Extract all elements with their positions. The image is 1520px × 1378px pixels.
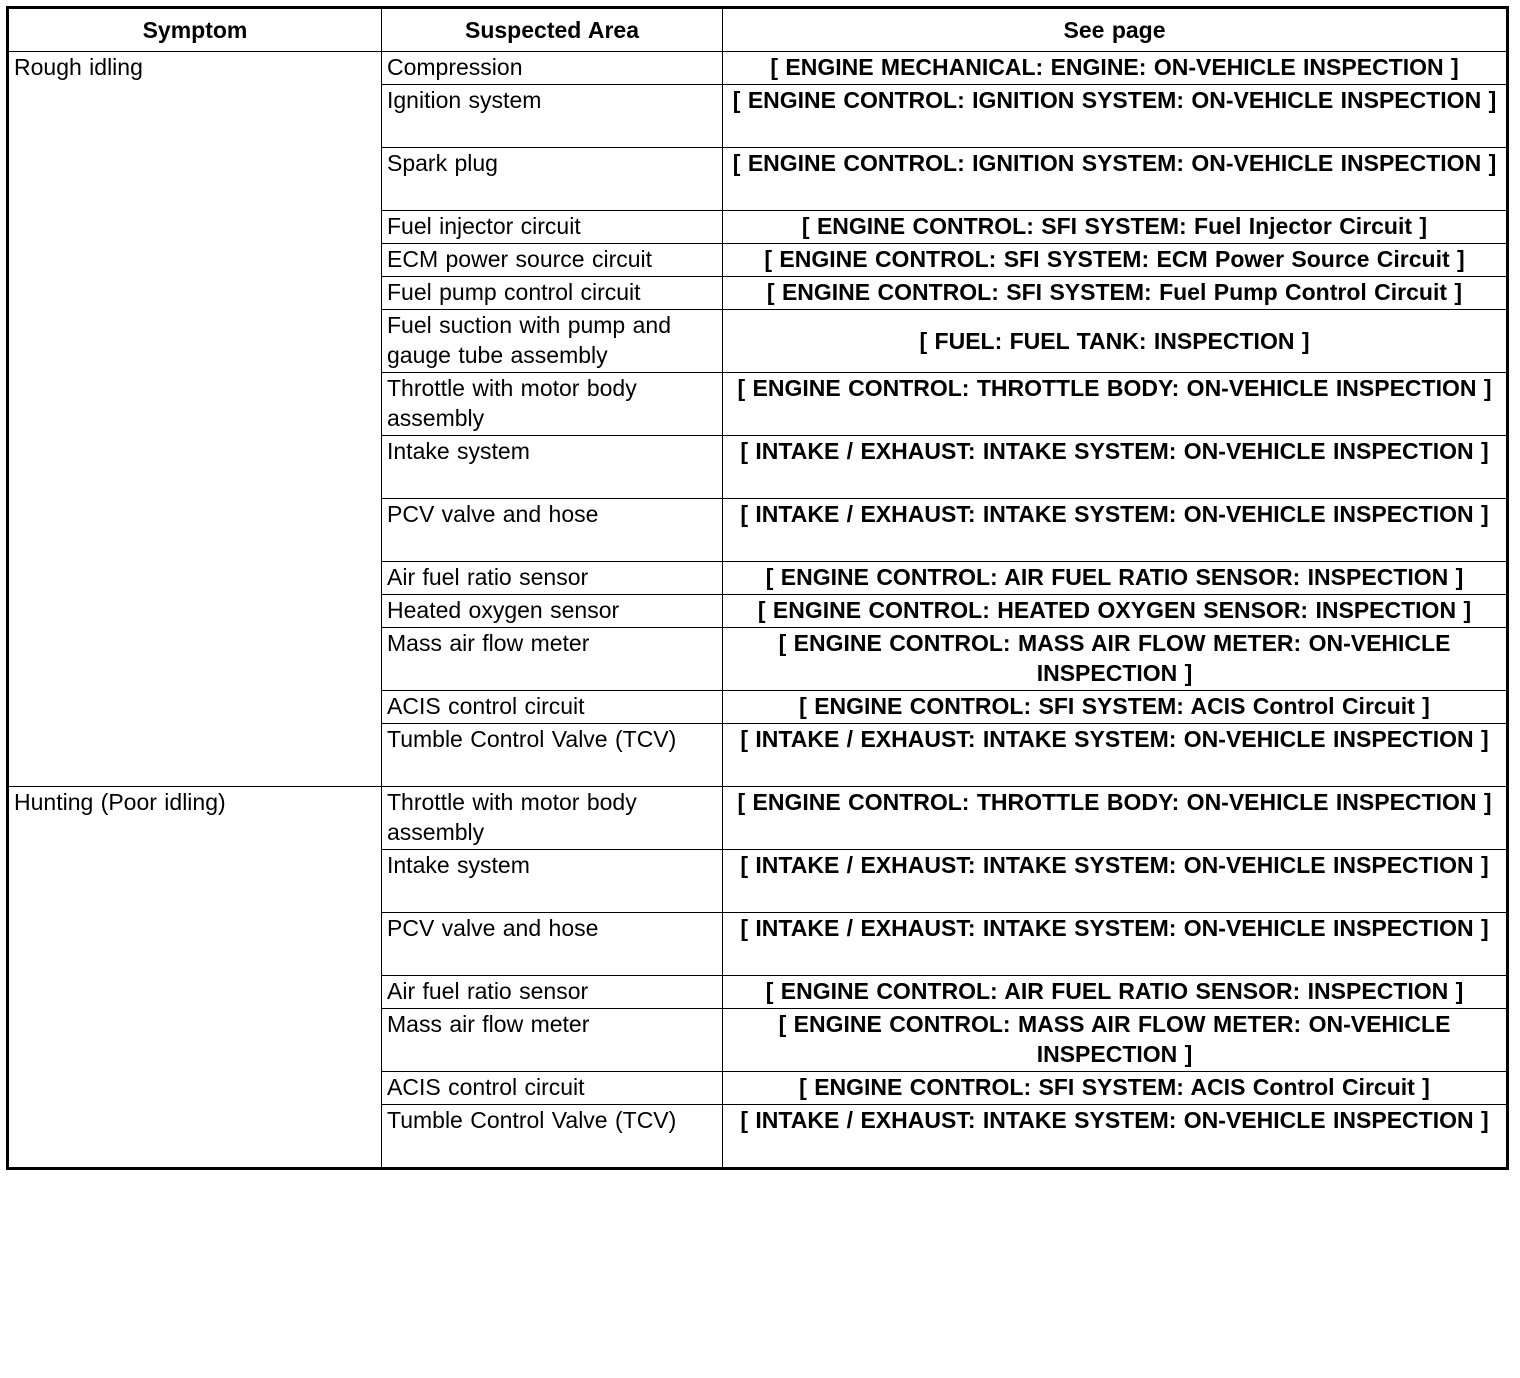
suspected-area-cell: Intake system	[382, 850, 723, 913]
suspected-area-cell: Ignition system	[382, 85, 723, 148]
suspected-area-cell: Intake system	[382, 436, 723, 499]
see-page-link[interactable]: [ ENGINE CONTROL: MASS AIR FLOW METER: ON-VEHICLE INSPECTION ]	[723, 1009, 1508, 1072]
see-page-link[interactable]: [ ENGINE CONTROL: SFI SYSTEM: Fuel Pump Control Circuit ]	[723, 277, 1508, 310]
table-row	[8, 787, 1508, 850]
see-page-link[interactable]: [ ENGINE CONTROL: IGNITION SYSTEM: ON-VEHICLE INSPECTION ]	[723, 148, 1508, 211]
see-page-link[interactable]: [ INTAKE / EXHAUST: INTAKE SYSTEM: ON-VEHICLE INSPECTION ]	[723, 913, 1508, 976]
suspected-area-cell: Throttle with motor body assembly	[382, 787, 723, 850]
see-page-link[interactable]: [ ENGINE CONTROL: THROTTLE BODY: ON-VEHICLE INSPECTION ]	[723, 373, 1508, 436]
suspected-area-cell: Air fuel ratio sensor	[382, 976, 723, 1009]
see-page-link[interactable]: [ ENGINE CONTROL: AIR FUEL RATIO SENSOR: INSPECTION ]	[723, 562, 1508, 595]
table-row	[8, 52, 1508, 85]
suspected-area-cell: ACIS control circuit	[382, 691, 723, 724]
see-page-link[interactable]: [ ENGINE CONTROL: SFI SYSTEM: Fuel Injector Circuit ]	[723, 211, 1508, 244]
see-page-link[interactable]: [ ENGINE CONTROL: SFI SYSTEM: ACIS Control Circuit ]	[723, 691, 1508, 724]
suspected-area-cell: ECM power source circuit	[382, 244, 723, 277]
suspected-area-cell: ACIS control circuit	[382, 1072, 723, 1105]
suspected-area-cell: PCV valve and hose	[382, 913, 723, 976]
header-row	[8, 8, 1508, 52]
see-page-link[interactable]: [ ENGINE CONTROL: SFI SYSTEM: ECM Power Source Circuit ]	[723, 244, 1508, 277]
see-page-link[interactable]: [ INTAKE / EXHAUST: INTAKE SYSTEM: ON-VEHICLE INSPECTION ]	[723, 724, 1508, 787]
see-page-link[interactable]: [ ENGINE CONTROL: THROTTLE BODY: ON-VEHICLE INSPECTION ]	[723, 787, 1508, 850]
suspected-area-cell: Tumble Control Valve (TCV)	[382, 724, 723, 787]
header-suspected-area: Suspected Area	[382, 8, 723, 52]
suspected-area-cell: Compression	[382, 52, 723, 85]
see-page-link[interactable]: [ ENGINE CONTROL: SFI SYSTEM: ACIS Control Circuit ]	[723, 1072, 1508, 1105]
see-page-link[interactable]: [ FUEL: FUEL TANK: INSPECTION ]	[723, 310, 1508, 373]
suspected-area-cell: Throttle with motor body assembly	[382, 373, 723, 436]
see-page-link[interactable]: [ ENGINE CONTROL: IGNITION SYSTEM: ON-VEHICLE INSPECTION ]	[723, 85, 1508, 148]
suspected-area-cell: Fuel pump control circuit	[382, 277, 723, 310]
suspected-area-cell: Air fuel ratio sensor	[382, 562, 723, 595]
suspected-area-cell: Spark plug	[382, 148, 723, 211]
suspected-area-cell: Fuel injector circuit	[382, 211, 723, 244]
see-page-link[interactable]: [ ENGINE CONTROL: HEATED OXYGEN SENSOR: INSPECTION ]	[723, 595, 1508, 628]
see-page-link[interactable]: [ ENGINE CONTROL: MASS AIR FLOW METER: ON-VEHICLE INSPECTION ]	[723, 628, 1508, 691]
see-page-link[interactable]: [ INTAKE / EXHAUST: INTAKE SYSTEM: ON-VEHICLE INSPECTION ]	[723, 1105, 1508, 1169]
suspected-area-cell: Tumble Control Valve (TCV)	[382, 1105, 723, 1169]
suspected-area-cell: Fuel suction with pump and gauge tube assembly	[382, 310, 723, 373]
header-symptom: Symptom	[8, 8, 382, 52]
symptom-cell: Hunting (Poor idling)	[8, 787, 382, 1169]
suspected-area-cell: Mass air flow meter	[382, 1009, 723, 1072]
suspected-area-cell: Heated oxygen sensor	[382, 595, 723, 628]
see-page-link[interactable]: [ INTAKE / EXHAUST: INTAKE SYSTEM: ON-VEHICLE INSPECTION ]	[723, 499, 1508, 562]
suspected-area-cell: Mass air flow meter	[382, 628, 723, 691]
see-page-link[interactable]: [ ENGINE MECHANICAL: ENGINE: ON-VEHICLE INSPECTION ]	[723, 52, 1508, 85]
see-page-link[interactable]: [ INTAKE / EXHAUST: INTAKE SYSTEM: ON-VEHICLE INSPECTION ]	[723, 436, 1508, 499]
symptom-cell: Rough idling	[8, 52, 382, 787]
see-page-link[interactable]: [ ENGINE CONTROL: AIR FUEL RATIO SENSOR: INSPECTION ]	[723, 976, 1508, 1009]
see-page-link[interactable]: [ INTAKE / EXHAUST: INTAKE SYSTEM: ON-VEHICLE INSPECTION ]	[723, 850, 1508, 913]
symptom-table	[6, 6, 1509, 1170]
suspected-area-cell: PCV valve and hose	[382, 499, 723, 562]
header-see-page: See page	[723, 8, 1508, 52]
